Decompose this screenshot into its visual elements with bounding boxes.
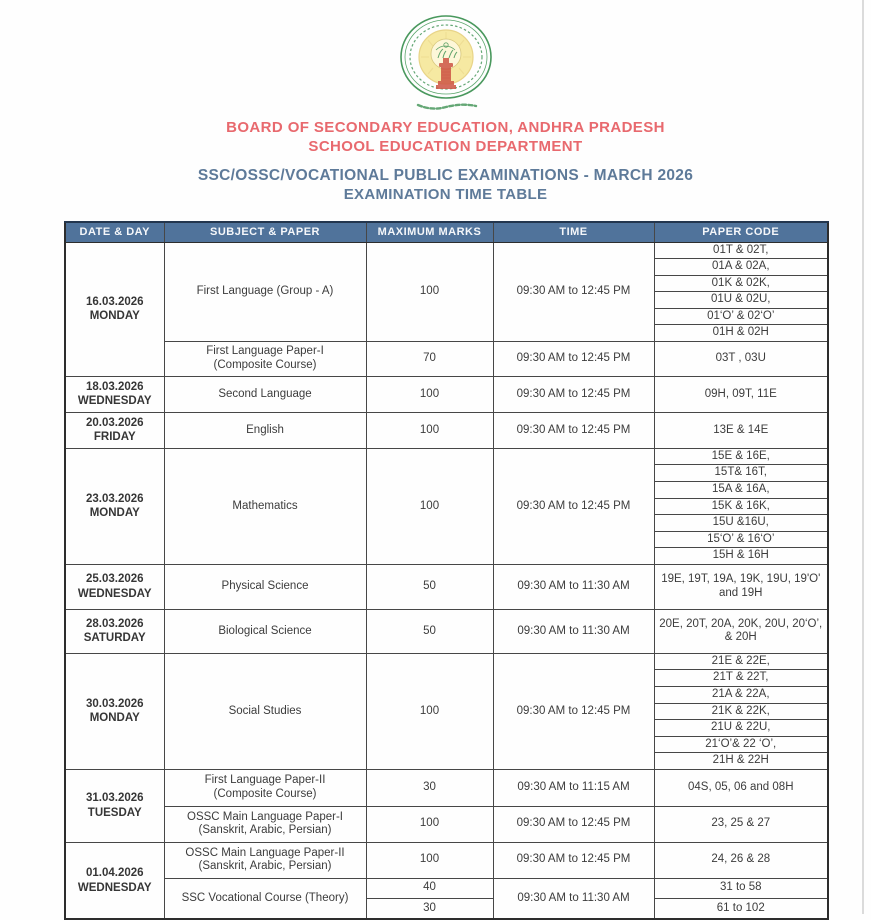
marks-cell: 100: [366, 376, 493, 412]
col-header-subject-paper: SUBJECT & PAPER: [164, 222, 366, 242]
paper-code-cell: 21U & 22U,: [654, 720, 828, 737]
paper-code-cell: 15‘O’ & 16‘O’: [654, 531, 828, 548]
board-seal-logo: [388, 10, 504, 114]
subject-cell: OSSC Main Language Paper-I (Sanskrit, Arabic, Persian): [164, 806, 366, 842]
marks-cell: 100: [366, 412, 493, 448]
marks-cell: 100: [366, 842, 493, 878]
paper-code-cell: 15A & 16A,: [654, 482, 828, 499]
paper-code-cell: 19E, 19T, 19A, 19K, 19U, 19'O' and 19H: [654, 564, 828, 609]
date-cell: 16.03.2026 MONDAY: [65, 242, 164, 376]
subject-cell: Mathematics: [164, 448, 366, 564]
paper-code-cell: 09H, 09T, 11E: [654, 376, 828, 412]
date-cell: 23.03.2026 MONDAY: [65, 448, 164, 564]
time-cell: 09:30 AM to 12:45 PM: [493, 242, 654, 341]
table-row: [65, 609, 828, 653]
paper-code-cell: 21A & 22A,: [654, 686, 828, 703]
paper-code-cell: 01U & 02U,: [654, 292, 828, 309]
date-cell: 01.04.2026 WEDNESDAY: [65, 842, 164, 919]
marks-cell: 100: [366, 448, 493, 564]
document-header: [20, 118, 871, 204]
subject-cell: Second Language: [164, 376, 366, 412]
table-row: [65, 653, 828, 670]
time-cell: 09:30 AM to 11:15 AM: [493, 769, 654, 806]
paper-code-cell: 61 to 102: [654, 898, 828, 919]
table-row: [65, 448, 828, 465]
paper-code-cell: 01T & 02T,: [654, 242, 828, 259]
paper-code-cell: 15T& 16T,: [654, 465, 828, 482]
paper-code-cell: 15E & 16E,: [654, 448, 828, 465]
date-cell: 31.03.2026 TUESDAY: [65, 769, 164, 842]
table-row: [65, 769, 828, 806]
marks-cell: 100: [366, 653, 493, 769]
col-header-maximum-marks: MAXIMUM MARKS: [366, 222, 493, 242]
paper-code-cell: 15K & 16K,: [654, 498, 828, 515]
col-header-paper-code: PAPER CODE: [654, 222, 828, 242]
board-seal-icon: [388, 10, 504, 114]
timetable-title-heading: EXAMINATION TIME TABLE: [343, 186, 548, 203]
col-header-time: TIME: [493, 222, 654, 242]
table-row: [65, 412, 828, 448]
paper-code-cell: 13E & 14E: [654, 412, 828, 448]
subject-cell: Physical Science: [164, 564, 366, 609]
marks-cell: 70: [366, 341, 493, 376]
marks-cell: 30: [366, 769, 493, 806]
time-cell: 09:30 AM to 11:30 AM: [493, 564, 654, 609]
subject-cell: Biological Science: [164, 609, 366, 653]
paper-code-cell: 23, 25 & 27: [654, 806, 828, 842]
paper-code-cell: 01K & 02K,: [654, 275, 828, 292]
time-cell: 09:30 AM to 12:45 PM: [493, 806, 654, 842]
subject-cell: OSSC Main Language Paper-II (Sanskrit, Arabic, Persian): [164, 842, 366, 878]
paper-code-cell: 01H & 02H: [654, 325, 828, 342]
time-cell: 09:30 AM to 11:30 AM: [493, 609, 654, 653]
table-row: [65, 341, 828, 376]
col-header-date-day: DATE & DAY: [65, 222, 164, 242]
board-name-heading: BOARD OF SECONDARY EDUCATION, ANDHRA PRADESH: [226, 119, 665, 136]
paper-code-cell: 01‘O’ & 02‘O’: [654, 308, 828, 325]
table-row: [65, 842, 828, 878]
date-cell: 25.03.2026 WEDNESDAY: [65, 564, 164, 609]
table-row: [65, 806, 828, 842]
paper-code-cell: 01A & 02A,: [654, 259, 828, 276]
table-header-row: [65, 222, 828, 242]
time-cell: 09:30 AM to 12:45 PM: [493, 341, 654, 376]
date-cell: 18.03.2026 WEDNESDAY: [65, 376, 164, 412]
marks-cell: 50: [366, 564, 493, 609]
table-row: [65, 376, 828, 412]
time-cell: 09:30 AM to 12:45 PM: [493, 448, 654, 564]
subject-cell: Social Studies: [164, 653, 366, 769]
subject-cell: First Language Paper-II (Composite Course): [164, 769, 366, 806]
marks-cell: 100: [366, 806, 493, 842]
paper-code-cell: 20E, 20T, 20A, 20K, 20U, 20‘O’, & 20H: [654, 609, 828, 653]
time-cell: 09:30 AM to 11:30 AM: [493, 878, 654, 919]
paper-code-cell: 21E & 22E,: [654, 653, 828, 670]
exam-timetable: [64, 221, 829, 920]
marks-cell: 100: [366, 242, 493, 341]
exam-title-heading: SSC/OSSC/VOCATIONAL PUBLIC EXAMINATIONS - MARCH 2026: [197, 167, 694, 184]
time-cell: 09:30 AM to 12:45 PM: [493, 412, 654, 448]
subject-cell: First Language Paper-I (Composite Course): [164, 341, 366, 376]
marks-cell: 50: [366, 609, 493, 653]
paper-code-cell: 15U &16U,: [654, 515, 828, 532]
date-cell: 30.03.2026 MONDAY: [65, 653, 164, 769]
table-row: [65, 878, 828, 898]
subject-cell: English: [164, 412, 366, 448]
department-heading: SCHOOL EDUCATION DEPARTMENT: [308, 138, 583, 155]
time-cell: 09:30 AM to 12:45 PM: [493, 653, 654, 769]
paper-code-cell: 24, 26 & 28: [654, 842, 828, 878]
date-cell: 28.03.2026 SATURDAY: [65, 609, 164, 653]
paper-code-cell: 15H & 16H: [654, 548, 828, 565]
table-row: [65, 242, 828, 259]
date-cell: 20.03.2026 FRIDAY: [65, 412, 164, 448]
marks-cell: 30: [366, 898, 493, 919]
paper-code-cell: 04S, 05, 06 and 08H: [654, 769, 828, 806]
time-cell: 09:30 AM to 12:45 PM: [493, 842, 654, 878]
marks-cell: 40: [366, 878, 493, 898]
paper-code-cell: 21K & 22K,: [654, 703, 828, 720]
subject-cell: First Language (Group - A): [164, 242, 366, 341]
paper-code-cell: 21H & 22H: [654, 753, 828, 770]
subject-cell: SSC Vocational Course (Theory): [164, 878, 366, 919]
table-row: [65, 564, 828, 609]
time-cell: 09:30 AM to 12:45 PM: [493, 376, 654, 412]
paper-code-cell: 03T , 03U: [654, 341, 828, 376]
paper-code-cell: 31 to 58: [654, 878, 828, 898]
paper-code-cell: 21‘O’& 22 ‘O’,: [654, 736, 828, 753]
paper-code-cell: 21T & 22T,: [654, 670, 828, 687]
